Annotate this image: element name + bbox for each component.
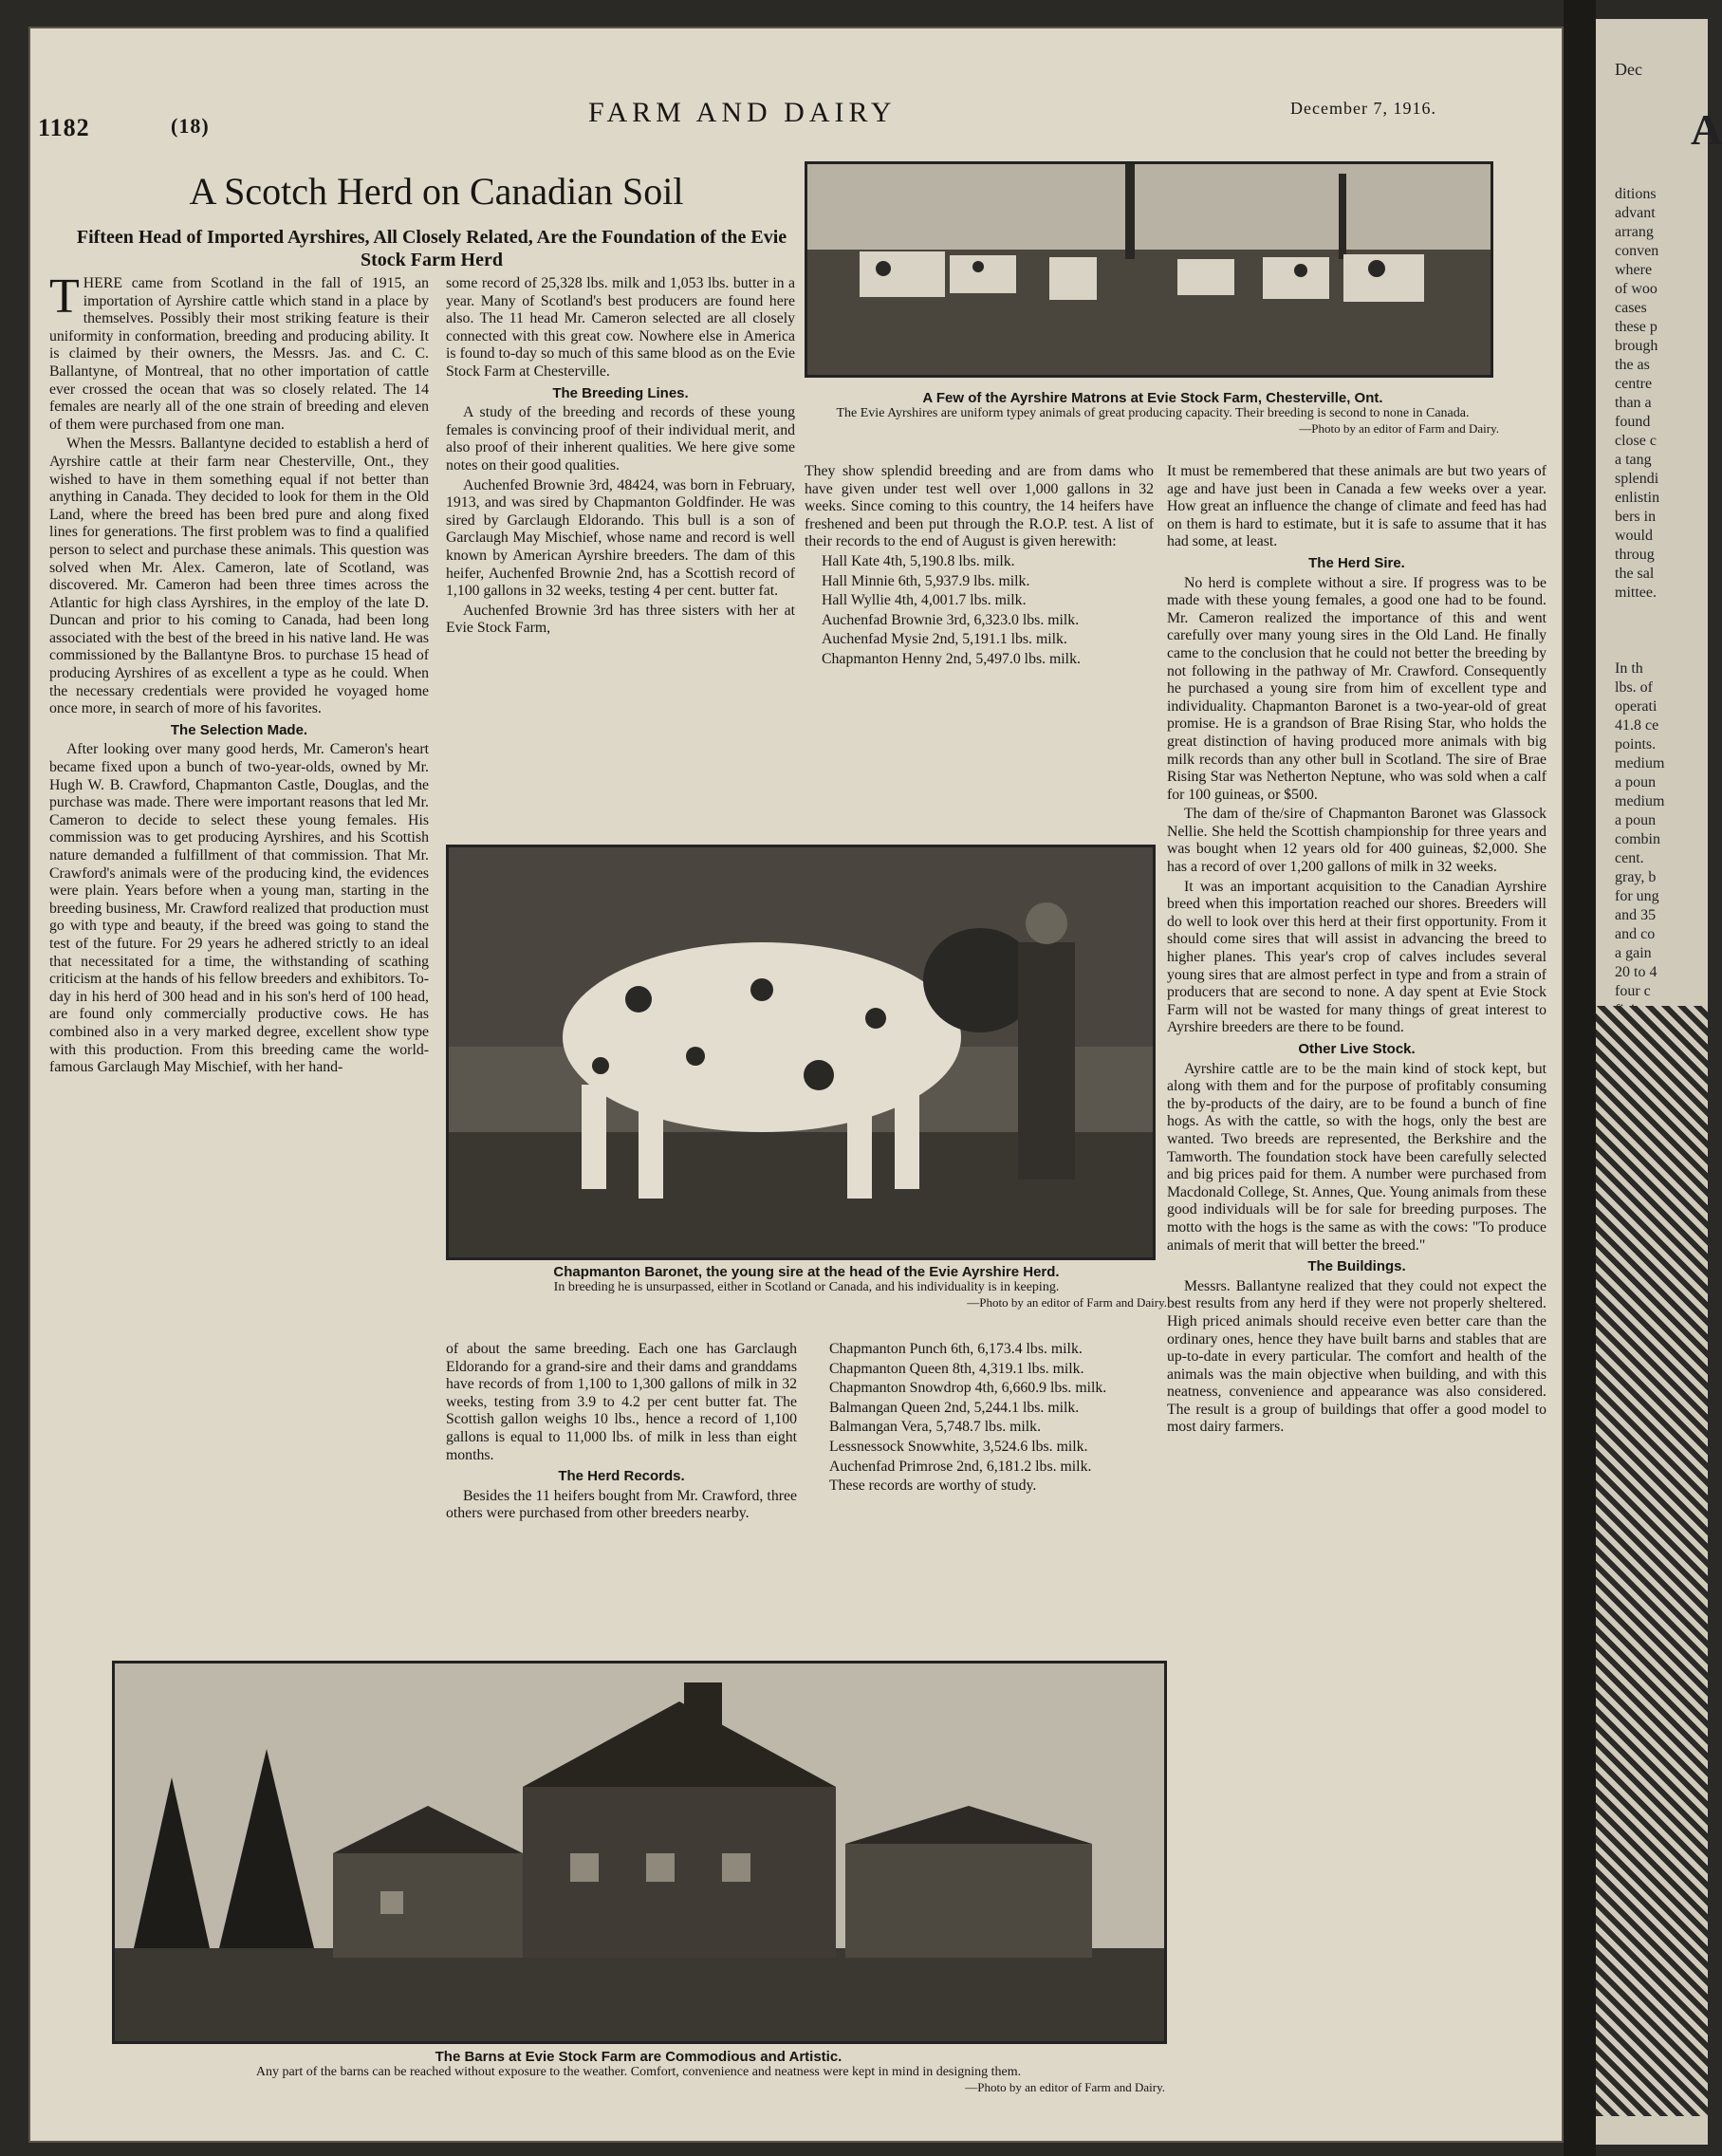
herd-caption-text: The Evie Ayrshires are uniform typey animals of great producing capacity. Their breeding is second to none in Canada. [836,406,1470,420]
adjacent-date-fragment: Dec [1615,60,1642,79]
adjacent-text-line: 41.8 ce [1615,717,1659,734]
record-line: Hall Minnie 6th, 5,937.9 lbs. milk. [822,572,1030,589]
section-heading-buildings: The Buildings. [1307,1258,1406,1275]
adjacent-ornament-border [1596,1006,1708,2116]
paragraph: It must be remembered that these animals are but two years of age and have just been in Canada a few weeks over a year. How great an influence the change of climate and feed has had on them is hard to estimate, but it is safe to assume that it has had some, at least. [1167,463,1546,550]
adjacent-text-line: a poun [1615,812,1657,828]
record-line: Balmangan Queen 2nd, 5,244.1 lbs. milk. [829,1399,1080,1416]
section-heading-other-stock: Other Live Stock. [1298,1041,1416,1057]
adjacent-text-line: combin [1615,831,1660,847]
adjacent-text-line: bers in [1615,509,1657,525]
barn-photo [112,1661,1167,2044]
page-sequence: (18) [171,114,210,138]
adjacent-text-line: ditions [1615,186,1657,202]
bull-photo [446,845,1156,1260]
paragraph: The dam of the/sire of Chapmanton Baronet was Glassock Nellie. She held the Scottish championship for three years and was bought when 12 years old for 400 guineas, $2,000. She has a record of over 1,200 gallons of milk in 32 weeks. [1167,806,1546,876]
adjacent-text-line: and 35 [1615,907,1657,923]
adjacent-text-line: brough [1615,338,1658,354]
article-subtitle: Fifteen Head of Imported Ayrshires, All Closely Related, Are the Foundation of the Evie Stock Farm Herd [76,227,787,270]
herd-illustration [807,164,1491,375]
section-heading-selection: The Selection Made. [170,721,308,738]
record-line: Chapmanton Snowdrop 4th, 6,660.9 lbs. milk. [829,1380,1107,1397]
paragraph: Ayrshire cattle are to be the main kind of stock kept, but along with them and for the purpose of profitably consuming the by-products of the dairy, are to be found a bunch of fine hogs. As with the cattle, so with the hogs, only the best are wanted. Two breeds are represented, the Berkshire and the Tamworth. The foundation stock have been carefully selected and big prices paid for them. A number were purchased from Macdonald College, St. Annes, Que. Young animals from these good individuals will be for sale for breeding purposes. The motto with the hogs is the same as with the cows: "To produce animals of merit that will better the breed." [1167,1060,1546,1254]
adjacent-text-line: enlistin [1615,490,1660,506]
adjacent-text-line: gray, b [1615,869,1657,885]
column-1 [49,270,429,1623]
adjacent-text-line: these p [1615,319,1657,335]
barn-photo-credit: —Photo by an editor of Farm and Dairy. [965,2080,1165,2094]
record-line: Hall Wyllie 4th, 4,001.7 lbs. milk. [822,592,1027,609]
bull-photo-credit: —Photo by an editor of Farm and Dairy. [967,1295,1167,1310]
adjacent-text-line: a poun [1615,774,1657,790]
adjacent-text-line: cent. [1615,850,1644,866]
adjacent-text-line: advant [1615,205,1656,221]
paragraph: of about the same breeding. Each one has Garclaugh Eldorando for a grand-sire and their dams and granddams have records of from 1,100 to 1,300 gallons of milk in 32 weeks, testing from 3.9 to 4.2 per cent butter fat. The Scottish gallon weighs 10 lbs., hence a record of 1,100 gallons is equal to 11,000 lbs. of milk in less than eight months. [446,1341,797,1463]
record-line: Auchenfad Mysie 2nd, 5,191.1 lbs. milk. [822,631,1067,648]
paragraph: Auchenfed Brownie 3rd, 48424, was born in February, 1913, and was sired by Chapmanton Goldfinder. He was sired by Garclaugh Eldorando. This bull is a son of Garclaugh May Mischief, whose name and record is well known by American Ayrshire breeders. The dam of this heifer, Auchenfed Brownie 2nd, has a Scottish record of 1,100 gallons in 32 weeks, testing 4 per cent. butter fat. [446,476,795,600]
paragraph: These records are worthy of study. [829,1478,1037,1495]
article-title: A Scotch Herd on Canadian Soil [189,170,684,213]
paragraph: some record of 25,328 lbs. milk and 1,053 lbs. butter in a year. Many of Scotland's best producers are found here also. The 11 head Mr. Cameron selected are all closely connected with this great cow. Nowhere else in America is found to-day so much of this same blood as on the Evie Stock Farm at Chesterville. [446,275,795,380]
record-line: Chapmanton Henny 2nd, 5,497.0 lbs. milk. [822,650,1081,667]
adjacent-text-line: points. [1615,736,1657,753]
adjacent-text-line: and co [1615,926,1656,942]
adjacent-text-line: medium [1615,755,1665,771]
barn-caption [112,2050,1165,2095]
adjacent-heading-fragment: A [1691,105,1722,154]
adjacent-text-line: centre [1615,376,1653,392]
section-heading-breeding: The Breeding Lines. [552,384,689,401]
bull-caption [446,1265,1167,1310]
column-3-lower [812,1341,1163,1645]
page-gutter [1564,0,1596,2156]
record-line: Chapmanton Punch 6th, 6,173.4 lbs. milk. [829,1341,1083,1357]
barn-caption-title: The Barns at Evie Stock Farm are Commodious and Artistic. [435,2049,842,2065]
drop-cap: T [49,270,80,324]
paragraph: A study of the breeding and records of these young females is convincing proof of their individual merit, and also proof of their inherent qualities. We here give some notes on their good qualities. [446,404,795,474]
paragraph: No herd is complete without a sire. If progress was to be made with these young females, a good one had to be found. Mr. Cameron realized the importance of this and went carefully over many young sires in the Old Land. He finally came to the conclusion that he could not better the breeding by not following in the pathway of Mr. Crawford. Consequently he purchased a young sire from him of excellent type and individuality. Chapmanton Baronet is a two-year-old of great promise. He is a grandson of Brae Rising Star, who holds the great distinction of having produced more animals with big milk records than any other bull in Scotland. The sire of Brae Rising Star was Netherton Neptune, who was sold when a calf for 100 guineas, or $500. [1167,574,1546,803]
newspaper-page [28,27,1564,2143]
paragraph: When the Messrs. Ballantyne decided to establish a herd of Ayrshire cattle at their farm near Chesterville, Ont., they wished to have in them something equal if not better than anything in Canada. They decided to look for them in the Old Land, where the breed has been bred pure and along fixed lines for generations. The first problem was to find a qualified person to select and purchase these animals. This question was solved when Mr. Alex. Cameron, late of Scotland, was discovered. Mr. Cameron had been three times across the Atlantic for high class Ayrshires, in the employ of the late D. Duncan and prior to his coming to Canada, had been long associated with the best of the breed in his native land. He was commissioned by the Ballantyne Bros. to purchase 15 head of producing Ayrshires of as excellent a type as he could. When the necessary credentials were provided he voyaged home once more, in search of more of his favorites. [49,436,429,717]
adjacent-text-line: mittee. [1615,585,1657,601]
herd-photo-credit: —Photo by an editor of Farm and Dairy. [1299,421,1499,436]
barn-caption-text: Any part of the barns can be reached without exposure to the weather. Comfort, convenience and neatness were kept in mind in designing them. [255,2065,1022,2079]
paragraph: They show splendid breeding and are from dams who have given under test well over 1,000 gallons in 32 weeks. Since coming to this country, the 14 heifers have freshened and been put through the R.O.P. test. A list of their records to the end of August is given herewith: [805,463,1154,550]
adjacent-text-line: medium [1615,793,1665,809]
adjacent-text-line: for ung [1615,888,1659,904]
herd-photo [805,161,1493,378]
paragraph: HERE came from Scotland in the fall of 1915, an importation of Ayrshire cattle which stand in a place by themselves. Possibly their most striking feature is their uniformity in conformation, breeding and producing ability. It is claimed by their owners, the Messrs. Jas. and C. C. Ballantyne, of Montreal, that no other importation of cattle ever crossed the ocean that was so closely related. The 14 females are nearly all of the one strain of breeding and eleven of them were purchased from one man. [49,275,429,433]
paragraph: After looking over many good herds, Mr. Cameron's heart became fixed upon a bunch of two-year-olds, owned by Mr. Hugh W. B. Crawford, Chapmanton Castle, Douglas, and the purchase was made. There were important reasons that led Mr. Cameron to decide to select these young females. His commission was to get producing Ayrshires, and his Scottish nature demanded a fulfillment of that commission. That Mr. Crawford's animals were of the producing kind, the evidences were plain. Years before when a young man, starting in the breeding business, Mr. Crawford realized that production must go with type and beauty, if the breed was going to stand the test of the future. For 29 years he adhered strictly to an ideal that necessitated for a time, the withstanding of scathing criticism at the hands of his fellow breeders and exhibitors. To-day in his herd of 300 head and in his son's herd of 100 head, are found only commercially productive cows. He has combined also in a very marked degree, excellent show type with this production. From this breeding came the world-famous Garclaugh May Mischief, with her hand- [49,741,429,1076]
herd-caption [806,391,1499,437]
page-number: 1182 [38,114,90,141]
adjacent-text-line: where [1615,262,1653,278]
section-heading-sire: The Herd Sire. [1308,554,1405,571]
column-2 [446,275,795,845]
adjacent-text-line: In th [1615,660,1643,677]
record-line: Auchenfad Brownie 3rd, 6,323.0 lbs. milk. [822,611,1080,628]
adjacent-text-line: would [1615,528,1653,544]
adjacent-text-line: a gain [1615,945,1652,961]
column-2-lower [446,1341,797,1654]
adjacent-text-line: than a [1615,395,1652,411]
adjacent-text-line: splendi [1615,471,1659,487]
adjacent-text-line: of woo [1615,281,1657,297]
adjacent-text-line: lbs. of [1615,679,1653,696]
paragraph: Besides the 11 heifers bought from Mr. Crawford, three others were purchased from other breeders nearby. [446,1487,797,1522]
adjacent-text-line: the sal [1615,566,1655,582]
record-line: Lessnessock Snowwhite, 3,524.6 lbs. milk. [829,1438,1088,1455]
bull-caption-text: In breeding he is unsurpassed, either in Scotland or Canada, and his individuality is in keeping. [553,1280,1060,1294]
issue-date: December 7, 1916. [1290,99,1436,118]
adjacent-text-line: arrang [1615,224,1654,240]
column-3 [805,463,1154,824]
adjacent-text-line: a tang [1615,452,1652,468]
adjacent-text-line: cases [1615,300,1647,316]
bull-caption-title: Chapmanton Baronet, the young sire at the head of the Evie Ayrshire Herd. [553,1264,1060,1280]
barn-illustration [115,1663,1164,2041]
record-line: Auchenfad Primrose 2nd, 6,181.2 lbs. milk. [829,1458,1092,1475]
column-4 [1167,463,1546,2095]
paragraph: It was an important acquisition to the Canadian Ayrshire breed when this importation reached our shores. Breeders will do well to look over this herd at their first opportunity. From it should come sires that will assist in advancing the breed to higher planes. This year's crop of calves includes several young sires that are almost perfect in type and from a strain of producers that are second to none. A day spent at Evie Stock Farm will not be wasted for many things of great interest to Ayrshire breeders are there to be found. [1167,878,1546,1036]
adjacent-text-line: four c [1615,983,1651,999]
paragraph: Auchenfed Brownie 3rd has three sisters with her at Evie Stock Farm, [446,602,795,637]
bull-illustration [449,847,1153,1257]
section-heading-records: The Herd Records. [558,1468,685,1485]
record-line: Hall Kate 4th, 5,190.8 lbs. milk. [822,552,1015,569]
adjacent-page-fragment [1596,19,1722,2145]
record-line: Balmangan Vera, 5,748.7 lbs. milk. [829,1419,1042,1436]
adjacent-text-line: conven [1615,243,1659,259]
adjacent-text-line: close c [1615,433,1657,449]
herd-caption-title: A Few of the Ayrshire Matrons at Evie Stock Farm, Chesterville, Ont. [922,390,1383,406]
record-line: Chapmanton Queen 8th, 4,319.1 lbs. milk. [829,1360,1084,1377]
adjacent-text-line: the as [1615,357,1650,373]
publication-name: FARM AND DAIRY [588,97,897,128]
adjacent-text-line: 20 to 4 [1615,964,1657,980]
adjacent-text-line: operati [1615,698,1657,715]
adjacent-text-line: throug [1615,547,1655,563]
paragraph: Messrs. Ballantyne realized that they could not expect the best results from any herd if they were not properly sheltered. High priced animals should receive even better care than the ordinary ones, hence they have built barns and stables that are up-to-date in every particular. The comfort and health of the animals was the main objective when building, and with this neatness, convenience and appearance was also considered. The result is a group of buildings that offer a good model to most dairy farmers. [1167,1277,1546,1436]
adjacent-text-line: found [1615,414,1651,430]
